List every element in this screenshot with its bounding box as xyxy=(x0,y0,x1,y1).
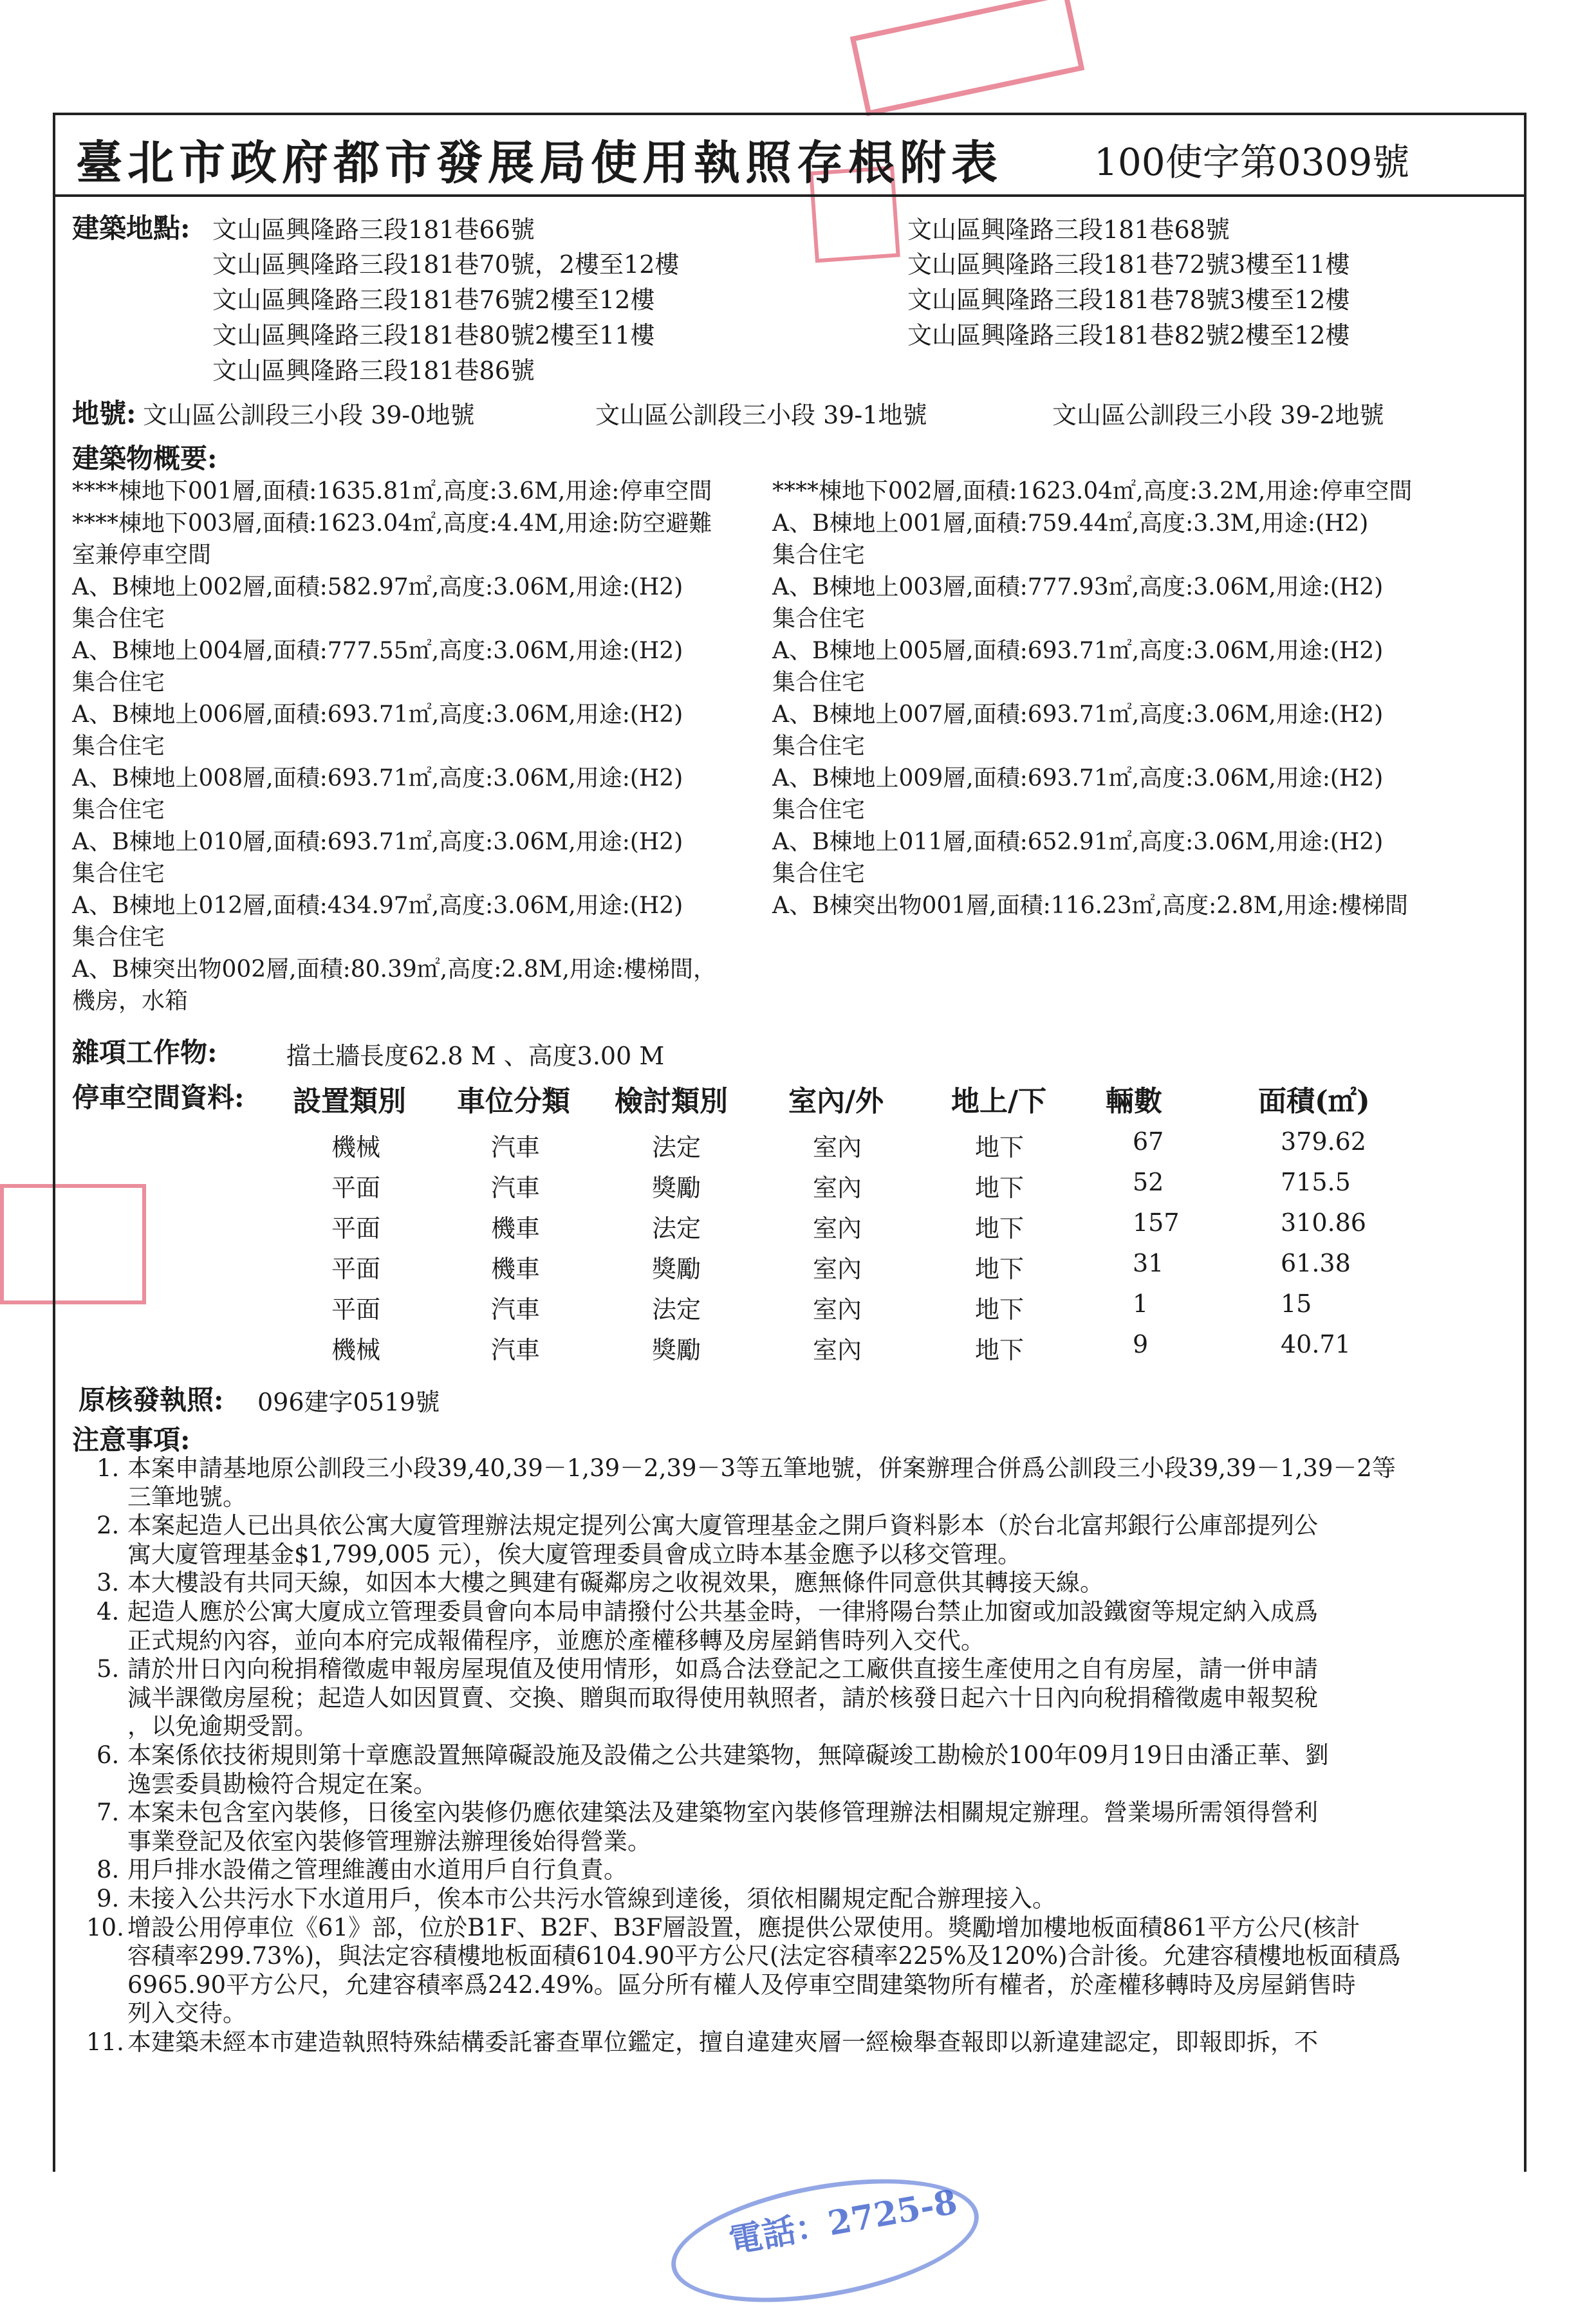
building-line-right: 集合住宅 xyxy=(772,860,866,887)
building-line-left: 室兼停車空間 xyxy=(72,542,212,568)
note-number: 5. xyxy=(97,1655,120,1683)
parking-cell: 平面 xyxy=(331,1214,381,1243)
note-number: 8. xyxy=(97,1856,120,1884)
note-text: 逸雲委員勘檢符合規定在案。 xyxy=(127,1770,437,1798)
note-number: 4. xyxy=(97,1598,120,1625)
note-text: 起造人應於公寓大廈成立管理委員會向本局申請撥付公共基金時，一律將陽台禁止加窗或加設鐵窗等規定納入成爲 xyxy=(127,1598,1318,1625)
building-line-left: 集合住宅 xyxy=(72,606,165,632)
parking-cell: 地下 xyxy=(975,1295,1025,1324)
misc-label: 雜項工作物: xyxy=(72,1037,218,1068)
building-line-right: ****棟地下002層,面積:1623.04㎡,高度:3.2M,用途:停車空間 xyxy=(772,478,1413,504)
parking-cell: 61.38 xyxy=(1281,1249,1351,1277)
original-permit-label: 原核發執照: xyxy=(79,1384,224,1416)
parking-cell: 平面 xyxy=(331,1295,381,1324)
note-number: 11. xyxy=(86,2028,124,2056)
building-line-right: A、B棟突出物001層,面積:116.23㎡,高度:2.8M,用途:樓梯間 xyxy=(772,892,1408,919)
note-text: 寓大廈管理基金$1,799,005 元），俟大廈管理委員會成立時本基金應予以移交管理。 xyxy=(127,1540,1022,1568)
parking-cell: 獎勵 xyxy=(652,1255,701,1283)
parking-cell: 機車 xyxy=(491,1255,541,1283)
note-text: 6965.90平方公尺，允建容積率爲242.49%。區分所有權人及停車空間建築物所有權者，於產權移轉時及房屋銷售時 xyxy=(127,1970,1356,1999)
parking-cell: 地下 xyxy=(975,1255,1025,1283)
parking-cell: 40.71 xyxy=(1281,1330,1351,1358)
notes-label: 注意事項: xyxy=(72,1424,190,1456)
parking-header-cell: 設置類別 xyxy=(293,1085,406,1118)
parking-cell: 室內 xyxy=(813,1174,862,1202)
building-line-left: A、B棟突出物002層,面積:80.39㎡,高度:2.8M,用途:樓梯間， xyxy=(72,956,717,983)
title-divider xyxy=(53,194,1526,197)
parking-cell: 汽車 xyxy=(491,1133,541,1162)
parking-cell: 機械 xyxy=(331,1336,381,1364)
building-line-left: ****棟地下001層,面積:1635.81㎡,高度:3.6M,用途:停車空間 xyxy=(72,478,712,504)
lot-item-1: 文山區公訓段三小段 39-0地號 xyxy=(143,401,475,429)
parking-cell: 法定 xyxy=(652,1295,701,1324)
parking-cell: 地下 xyxy=(975,1214,1025,1243)
lot-item-3: 文山區公訓段三小段 39-2地號 xyxy=(1052,401,1384,429)
parking-cell: 379.62 xyxy=(1281,1127,1366,1156)
note-number: 2. xyxy=(97,1512,120,1540)
parking-label: 停車空間資料: xyxy=(72,1082,245,1113)
parking-cell: 室內 xyxy=(813,1336,862,1364)
parking-cell: 9 xyxy=(1133,1330,1149,1358)
note-text: 用戶排水設備之管理維護由水道用戶自行負責。 xyxy=(127,1856,627,1884)
building-line-left: A、B棟地上008層,面積:693.71㎡,高度:3.06M,用途:(H2) xyxy=(72,764,683,791)
parking-cell: 1 xyxy=(1133,1290,1149,1318)
parking-cell: 獎勵 xyxy=(652,1336,701,1364)
building-line-left: A、B棟地上010層,面積:693.71㎡,高度:3.06M,用途:(H2) xyxy=(72,828,683,855)
parking-cell: 67 xyxy=(1133,1127,1164,1156)
parking-cell: 汽車 xyxy=(491,1295,541,1324)
building-line-left: A、B棟地上002層,面積:582.97㎡,高度:3.06M,用途:(H2) xyxy=(72,573,683,600)
site-address-right-4: 文山區興隆路三段181巷82號2樓至12樓 xyxy=(907,321,1350,349)
note-text: 增設公用停車位《61》部，位於B1F、B2F、B3F層設置，應提供公眾使用。獎勵增加樓地板面積861平方公尺(核計 xyxy=(127,1913,1360,1941)
parking-cell: 平面 xyxy=(331,1174,381,1202)
parking-cell: 15 xyxy=(1281,1290,1312,1318)
building-line-left: A、B棟地上004層,面積:777.55㎡,高度:3.06M,用途:(H2) xyxy=(72,637,683,664)
parking-cell: 157 xyxy=(1133,1208,1180,1237)
building-line-right: A、B棟地上009層,面積:693.71㎡,高度:3.06M,用途:(H2) xyxy=(772,764,1384,791)
building-line-right: A、B棟地上007層,面積:693.71㎡,高度:3.06M,用途:(H2) xyxy=(772,701,1384,728)
note-text: ，以免逾期受罰。 xyxy=(127,1712,318,1741)
parking-cell: 汽車 xyxy=(491,1336,541,1364)
site-address-right-1: 文山區興隆路三段181巷68號 xyxy=(907,216,1230,244)
building-line-left: A、B棟地上006層,面積:693.71㎡,高度:3.06M,用途:(H2) xyxy=(72,701,683,728)
parking-cell: 室內 xyxy=(813,1133,862,1162)
site-address-right-3: 文山區興隆路三段181巷78號3樓至12樓 xyxy=(907,286,1350,314)
site-address-left-1: 文山區興隆路三段181巷66號 xyxy=(212,216,535,244)
building-line-left: 集合住宅 xyxy=(72,797,165,823)
page-title: 臺北市政府都市發展局使用執照存根附表 xyxy=(76,135,1003,190)
red-seal-top xyxy=(850,0,1085,116)
parking-header-cell: 車位分類 xyxy=(457,1085,570,1118)
building-line-left: ****棟地下003層,面積:1623.04㎡,高度:4.4M,用途:防空避難 xyxy=(72,510,712,537)
parking-cell: 機車 xyxy=(491,1214,541,1243)
parking-cell: 地下 xyxy=(975,1174,1025,1202)
parking-cell: 室內 xyxy=(813,1255,862,1283)
parking-cell: 地下 xyxy=(975,1336,1025,1364)
parking-cell: 52 xyxy=(1133,1168,1164,1196)
site-address-left-3: 文山區興隆路三段181巷76號2樓至12樓 xyxy=(212,286,655,314)
misc-value: 擋土牆長度62.8 M 、高度3.00 M xyxy=(286,1042,665,1070)
note-text: 列入交待。 xyxy=(127,1999,246,2028)
parking-cell: 室內 xyxy=(813,1295,862,1324)
note-text: 減半課徵房屋稅；起造人如因買賣、交換、贈與而取得使用執照者，請於核發日起六十日內向稅捐稽徵處申報契稅 xyxy=(127,1683,1318,1712)
building-line-right: 集合住宅 xyxy=(772,797,866,823)
building-line-right: A、B棟地上003層,面積:777.93㎡,高度:3.06M,用途:(H2) xyxy=(772,573,1384,600)
site-address-left-4: 文山區興隆路三段181巷80號2樓至11樓 xyxy=(212,321,655,349)
note-text: 容積率299.73%)，與法定容積樓地板面積6104.90平方公尺(法定容積率225%及120%)合計後。允建容積樓地板面積爲 xyxy=(127,1942,1401,1970)
original-permit-value: 096建字0519號 xyxy=(257,1388,440,1416)
note-text: 事業登記及依室內裝修管理辦法辦理後始得營業。 xyxy=(127,1827,651,1855)
note-number: 1. xyxy=(97,1454,120,1482)
note-text: 正式規約內容，並向本府完成報備程序，並應於產權移轉及房屋銷售時列入交代。 xyxy=(127,1626,985,1654)
note-text: 本大樓設有共同天線，如因本大樓之興建有礙鄰房之收視效果，應無條件同意供其轉接天線。 xyxy=(127,1569,1104,1597)
building-line-right: A、B棟地上005層,面積:693.71㎡,高度:3.06M,用途:(H2) xyxy=(772,637,1384,664)
building-line-right: A、B棟地上001層,面積:759.44㎡,高度:3.3M,用途:(H2) xyxy=(772,510,1369,537)
phone-stamp-text: 電話：2725-8 xyxy=(726,2182,960,2261)
note-text: 本案起造人已出具依公寓大廈管理辦法規定提列公寓大廈管理基金之開戶資料影本（於台北富邦銀行公庫部提列公 xyxy=(127,1512,1318,1540)
lot-label: 地號: xyxy=(72,398,136,429)
building-line-left: 機房，水箱 xyxy=(72,988,189,1014)
site-label: 建築地點: xyxy=(72,212,190,244)
note-text: 本案未包含室內裝修，日後室內裝修仍應依建築法及建築物室內裝修管理辦法相關規定辦理。營業場所需領得營利 xyxy=(127,1799,1318,1827)
note-number: 7. xyxy=(97,1799,120,1827)
note-number: 3. xyxy=(97,1569,120,1597)
parking-cell: 法定 xyxy=(652,1214,701,1243)
parking-cell: 715.5 xyxy=(1281,1168,1351,1196)
note-text: 請於卅日內向稅捐稽徵處申報房屋現值及使用情形，如爲合法登記之工廠供直接生產使用之自有房屋，請一併申請 xyxy=(127,1655,1318,1683)
note-number: 9. xyxy=(97,1885,120,1912)
note-number: 6. xyxy=(97,1741,120,1769)
building-line-right: 集合住宅 xyxy=(772,606,866,632)
building-line-right: 集合住宅 xyxy=(772,669,866,696)
parking-cell: 室內 xyxy=(813,1214,862,1243)
note-text: 本建築未經本市建造執照特殊結構委託審查單位鑑定，擅自違建夾層一經檢舉查報即以新違建認定，即報即拆，不 xyxy=(127,2028,1318,2056)
building-line-right: A、B棟地上011層,面積:652.91㎡,高度:3.06M,用途:(H2) xyxy=(772,828,1384,855)
site-address-right-2: 文山區興隆路三段181巷72號3樓至11樓 xyxy=(907,250,1350,279)
parking-header-cell: 輛數 xyxy=(1106,1085,1162,1118)
parking-cell: 31 xyxy=(1133,1249,1164,1277)
note-text: 本案申請基地原公訓段三小段39,40,39－1,39－2,39－3等五筆地號，併案辦理合併爲公訓段三小段39,39－1,39－2等 xyxy=(127,1454,1396,1482)
parking-cell: 獎勵 xyxy=(652,1174,701,1202)
parking-header-cell: 室內/外 xyxy=(788,1085,884,1118)
building-label: 建築物概要: xyxy=(72,443,218,474)
parking-cell: 機械 xyxy=(331,1133,381,1162)
building-line-left: 集合住宅 xyxy=(72,733,165,759)
building-line-left: 集合住宅 xyxy=(72,669,165,696)
parking-header-cell: 檢討類別 xyxy=(615,1085,728,1118)
parking-cell: 地下 xyxy=(975,1133,1025,1162)
parking-cell: 310.86 xyxy=(1281,1208,1366,1237)
building-line-right: 集合住宅 xyxy=(772,542,866,568)
parking-cell: 法定 xyxy=(652,1133,701,1162)
parking-header-cell: 面積(㎡) xyxy=(1258,1085,1370,1118)
note-number: 10. xyxy=(86,1913,124,1941)
building-line-right: 集合住宅 xyxy=(772,733,866,759)
parking-header-cell: 地上/下 xyxy=(951,1085,1047,1118)
building-line-left: A、B棟地上012層,面積:434.97㎡,高度:3.06M,用途:(H2) xyxy=(72,892,683,919)
note-text: 未接入公共污水下水道用戶，俟本市公共污水管線到達後，須依相關規定配合辦理接入。 xyxy=(127,1885,1056,1912)
parking-cell: 汽車 xyxy=(491,1174,541,1202)
lot-item-2: 文山區公訓段三小段 39-1地號 xyxy=(595,401,927,429)
building-line-left: 集合住宅 xyxy=(72,860,165,887)
permit-number: 100使字第0309號 xyxy=(1094,140,1410,184)
site-address-left-2: 文山區興隆路三段181巷70號，2樓至12樓 xyxy=(212,250,680,279)
note-text: 本案係依技術規則第十章應設置無障礙設施及設備之公共建築物，無障礙竣工勘檢於100年09月19日由潘正華、劉 xyxy=(127,1741,1329,1769)
note-text: 三筆地號。 xyxy=(127,1483,246,1511)
parking-cell: 平面 xyxy=(331,1255,381,1283)
site-address-left-5: 文山區興隆路三段181巷86號 xyxy=(212,356,535,385)
building-line-left: 集合住宅 xyxy=(72,924,165,950)
